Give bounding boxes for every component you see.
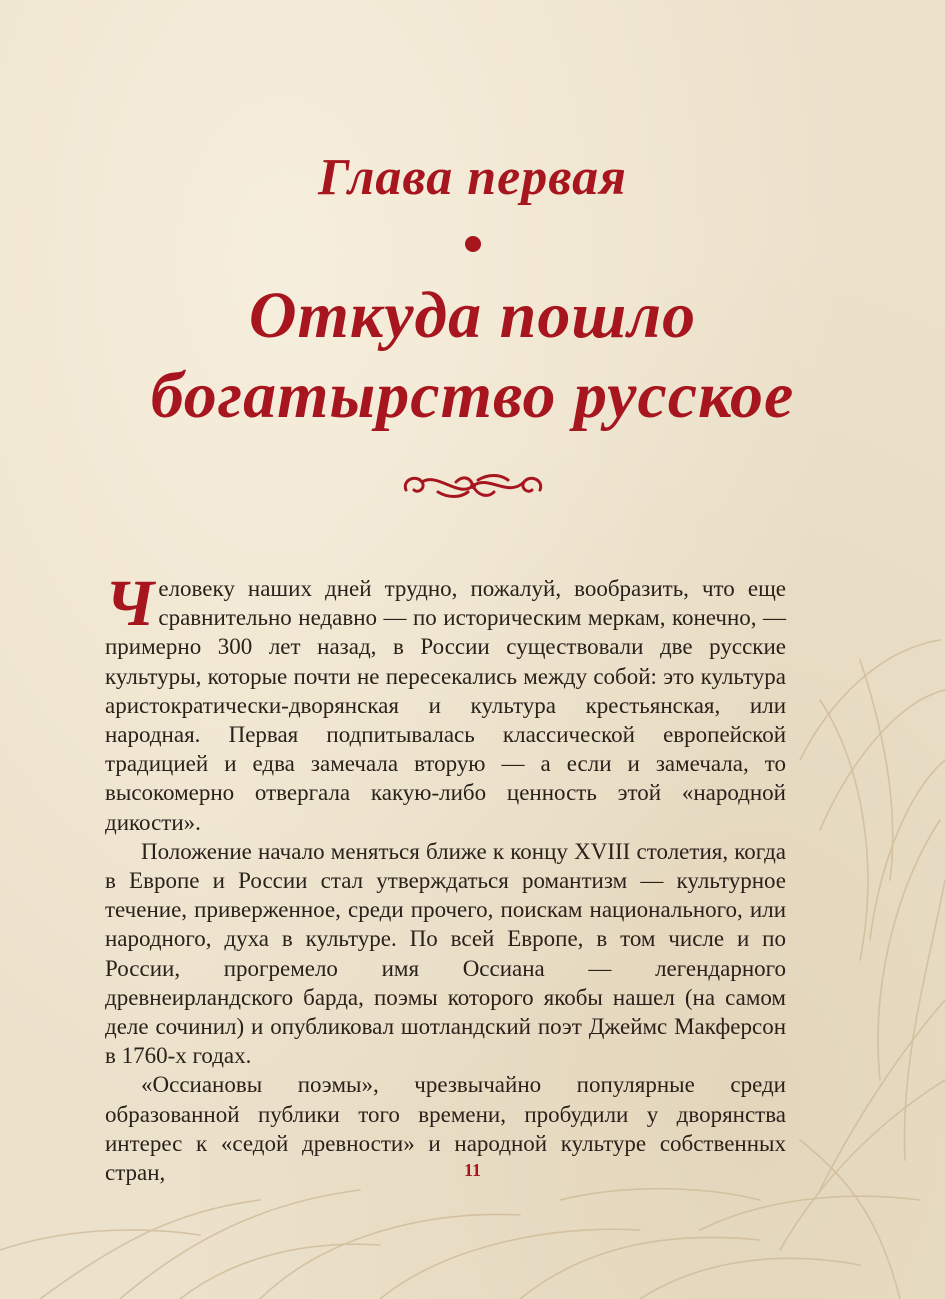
paragraph-1 <box>105 567 786 837</box>
paragraph-1-text: еловеку наших дней трудно, пожалуй, вообразить, что еще сравнительно недавно — по историческим меркам, конечно, — примерно 300 лет назад, в России существовали две русские культуры, которые почти не пересекались между собой: это культура аристократически-дворянская и культура крестьянская, или народная. Первая подпитывалась классической европейской традицией и едва замечала вторую — а если и замечала, то высокомерно отвергала какую-либо ценность этой «народной дикости». <box>105 576 786 835</box>
chapter-label: Глава первая <box>318 149 627 206</box>
page-number: 11 <box>463 1160 481 1180</box>
paragraph-2: Положение начало меняться ближе к концу XVIII столетия, когда в Европе и России стал утверждаться романтизм — культурное течение, приверженное, среди прочего, поискам национального, или народного, духа в культуре. По всей Европе, в том числе и по России, прогремело имя Оссиана — легендарного древнеирландского барда, поэмы которого якобы нашел (на самом деле сочинил) и опубликовал шотландский поэт Джеймс Макферсон в 1760-х годах. <box>105 838 786 1069</box>
chapter-divider-dot <box>465 236 481 252</box>
paragraph-3: «Оссиановы поэмы», чрезвычайно популярные среди образованной публики того времени, пробудили у дворянства интерес к «седой древности» и народной культуре собственных стран, <box>105 1072 786 1186</box>
drop-cap: Ч <box>105 567 155 640</box>
chapter-title-line-2: богатырство русское <box>150 359 795 432</box>
chapter-title-line-1: Откуда пошло <box>248 279 697 352</box>
body-text <box>105 567 786 1187</box>
floral-scroll-ornament-icon <box>398 468 548 508</box>
chapter-title <box>0 276 945 436</box>
